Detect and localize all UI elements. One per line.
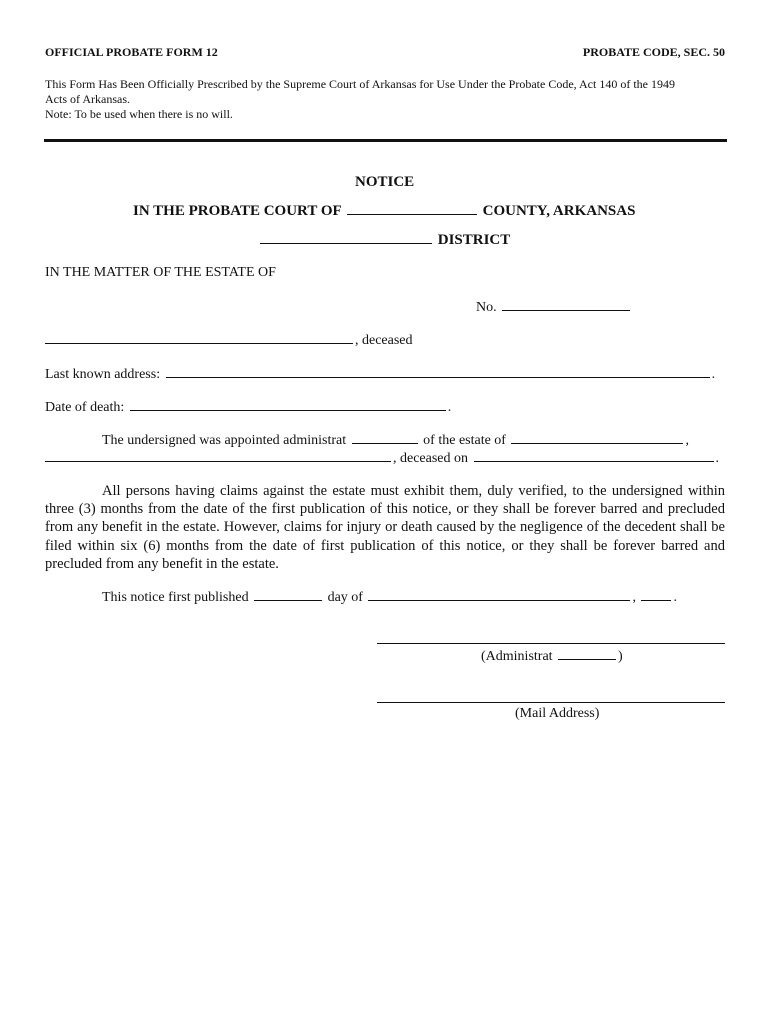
court-suffix: COUNTY, ARKANSAS <box>482 203 636 219</box>
court-prefix: IN THE PROBATE COURT OF <box>133 203 342 219</box>
administrator-suffix-blank[interactable] <box>352 431 418 444</box>
claims-paragraph: All persons having claims against the estate must exhibit them, duly verified, to the undersigned within three (3) months from the date of the first publication of this notice, or they shall be forever barred and precluded from any benefit in the estate. However, claims for injury or death caused by the negligence of the decedent shall be filed within six (6) months from the date of first publication of this notice, or they shall be forever barred and precluded from any benefit in the estate. <box>45 483 725 572</box>
deceased-label: , deceased <box>355 333 413 348</box>
publication-day-blank[interactable] <box>254 588 322 601</box>
code-reference: PROBATE CODE, SEC. 50 <box>582 45 725 59</box>
decedent-name-blank-2[interactable] <box>45 449 391 462</box>
district-label: DISTRICT <box>437 232 511 248</box>
usage-note: Note: To be used when there is no will. <box>45 107 233 121</box>
appointment-comma: , <box>685 433 689 448</box>
address-line <box>45 365 715 383</box>
mail-address-caption: (Mail Address) <box>515 706 600 721</box>
decedent-line <box>45 331 413 349</box>
address-period: . <box>711 367 716 382</box>
published-text: This notice first published <box>102 590 249 605</box>
death-date-blank[interactable] <box>130 398 446 411</box>
death-date-period: . <box>447 400 452 415</box>
administrator-signature-line[interactable] <box>377 643 725 644</box>
case-number-line <box>476 298 632 316</box>
mail-address-line[interactable] <box>377 702 725 703</box>
address-label: Last known address: <box>45 367 161 382</box>
case-number-label: No. <box>476 300 497 315</box>
appointment-line2 <box>45 449 719 467</box>
district-blank[interactable] <box>260 231 432 244</box>
death-date-label: Date of death: <box>45 400 125 415</box>
appointment-line1 <box>102 431 689 449</box>
appointment-text: The undersigned was appointed administrat <box>102 433 347 448</box>
death-date-line <box>45 398 451 416</box>
publication-period: . <box>673 590 677 605</box>
publication-comma: , <box>632 590 636 605</box>
court-line <box>133 202 635 220</box>
administrator-caption <box>481 647 623 665</box>
county-blank[interactable] <box>347 202 477 215</box>
notice-title: NOTICE <box>355 174 415 190</box>
prescribed-text-line1: This Form Has Been Officially Prescribed by the Supreme Court of Arkansas for Use Under the Probate Code, Act 140 of the 1949 <box>45 77 675 91</box>
day-of-text: day of <box>327 590 363 605</box>
address-blank[interactable] <box>166 365 710 378</box>
administrator-caption-blank[interactable] <box>558 647 616 660</box>
administrator-prefix: (Administrat <box>481 649 553 664</box>
estate-matter-label: IN THE MATTER OF THE ESTATE OF <box>45 265 276 280</box>
deceased-on-text: , deceased on <box>393 451 469 466</box>
prescribed-text-line2: Acts of Arkansas. <box>45 92 130 106</box>
publication-line <box>102 588 677 606</box>
publication-month-blank[interactable] <box>368 588 630 601</box>
publication-year-blank[interactable] <box>641 588 671 601</box>
form-title: OFFICIAL PROBATE FORM 12 <box>45 45 218 59</box>
case-number-blank[interactable] <box>502 298 630 311</box>
appointment-period: . <box>715 451 720 466</box>
appointment-date-blank[interactable] <box>474 449 714 462</box>
header-divider <box>44 139 727 142</box>
decedent-name-blank[interactable] <box>45 331 353 344</box>
district-line <box>260 231 510 249</box>
administrator-suffix: ) <box>618 649 623 664</box>
estate-name-blank[interactable] <box>511 431 683 444</box>
estate-of-text: of the estate of <box>423 433 506 448</box>
